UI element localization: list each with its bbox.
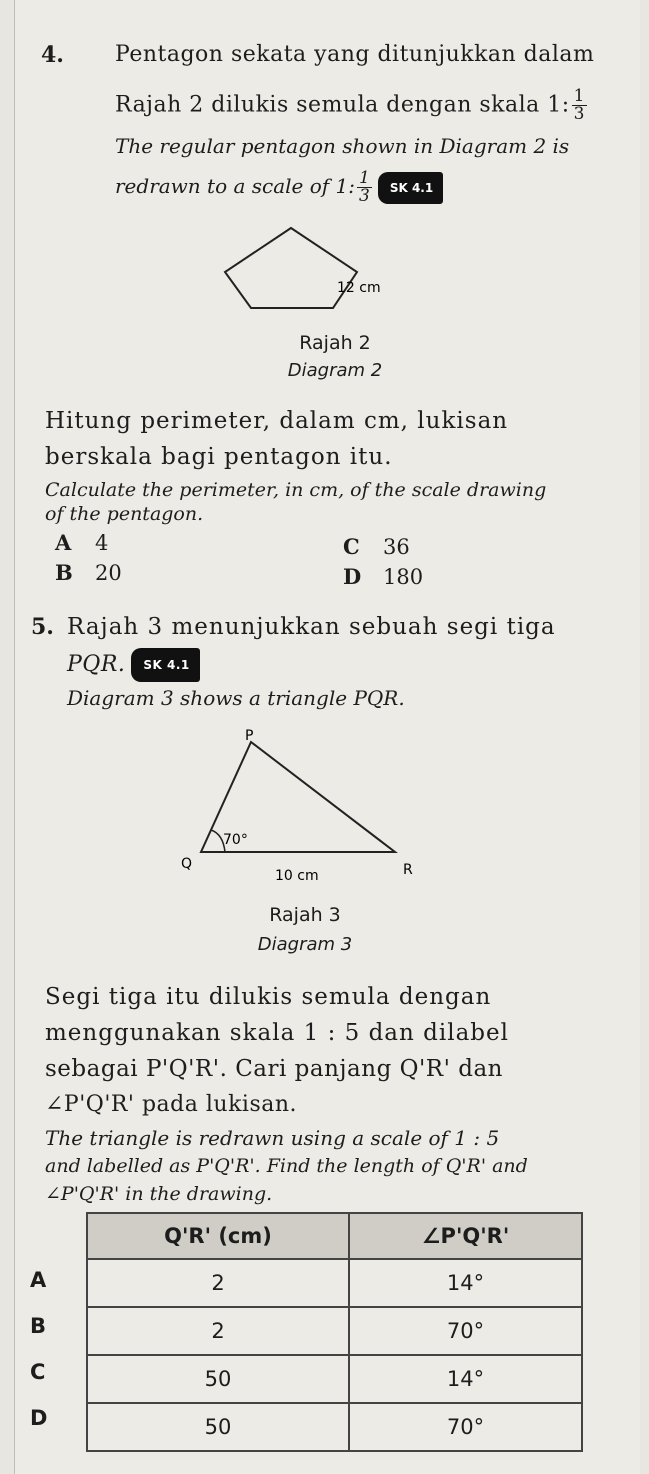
header-qr: Q'R' (cm) xyxy=(87,1213,349,1259)
q4-option-a[interactable]: A 4 xyxy=(55,530,109,555)
q5-caption-ms: Rajah 3 xyxy=(269,904,341,926)
cell-qr: 50 xyxy=(87,1403,349,1451)
vertex-q-label: Q xyxy=(181,856,193,872)
q4-question-en1: Calculate the perimeter, in cm, of the scale drawing xyxy=(45,479,547,501)
q4-ms-line1: Pentagon sekata yang ditunjukkan dalam xyxy=(115,42,595,67)
q4-caption-ms: Rajah 2 xyxy=(299,332,371,354)
angle-label: 70° xyxy=(223,832,248,848)
q4-en-line1: The regular pentagon shown in Diagram 2 is xyxy=(115,134,570,158)
base-length-label: 10 cm xyxy=(275,868,319,884)
q5-ms-line2 xyxy=(67,648,637,682)
q4-scale-fraction: $\frac{1}{3}$ xyxy=(573,86,585,124)
table-row[interactable] xyxy=(87,1403,582,1451)
q5-en-line1: Diagram 3 shows a triangle PQR. xyxy=(67,686,405,710)
table-header-row xyxy=(87,1213,582,1259)
table-row[interactable] xyxy=(87,1307,582,1355)
q4-scale-fraction-en: $\frac{1}{3}$ xyxy=(359,168,370,206)
cell-angle: 14° xyxy=(349,1355,582,1403)
q4-caption-en: Diagram 2 xyxy=(287,360,383,381)
q5-ms-line1: Rajah 3 menunjukkan sebuah segi tiga xyxy=(67,614,556,640)
q5-body-ms4: ∠P'Q'R' pada lukisan. xyxy=(45,1092,298,1117)
q4-option-d[interactable]: D 180 xyxy=(343,564,424,589)
q5-option-b-label[interactable]: B xyxy=(30,1314,47,1338)
q5-sk-badge: SK 4.1 xyxy=(131,648,199,682)
q4-sk-badge: SK 4.1 xyxy=(378,172,443,204)
q4-en-line2-text: redrawn to a scale of 1: xyxy=(115,174,355,198)
q5-option-c-label[interactable]: C xyxy=(30,1360,46,1384)
q5-body-en2: and labelled as P'Q'R'. Find the length of Q'R' and xyxy=(45,1155,528,1177)
q5-body-ms1: Segi tiga itu dilukis semula dengan xyxy=(45,984,492,1010)
q4-question-ms2: berskala bagi pentagon itu. xyxy=(45,444,393,470)
table-row[interactable] xyxy=(87,1259,582,1307)
cell-angle: 14° xyxy=(349,1259,582,1307)
q4-question-ms1: Hitung perimeter, dalam cm, lukisan xyxy=(45,408,509,434)
vertex-r-label: R xyxy=(403,862,413,878)
q5-option-d-label[interactable]: D xyxy=(30,1406,48,1430)
cell-angle: 70° xyxy=(349,1307,582,1355)
q4-option-b[interactable]: B 20 xyxy=(55,560,122,585)
q5-number: 5. xyxy=(31,614,54,640)
q4-question-en2: of the pentagon. xyxy=(45,503,204,525)
q5-body-en3: ∠P'Q'R' in the drawing. xyxy=(45,1183,273,1205)
q5-option-a-label[interactable]: A xyxy=(30,1268,47,1292)
triangle-diagram xyxy=(165,722,425,892)
vertex-p-label: P xyxy=(245,728,254,744)
pentagon-diagram xyxy=(205,222,405,312)
cell-qr: 50 xyxy=(87,1355,349,1403)
q5-ms-line2-text: PQR. xyxy=(67,652,126,677)
q4-number: 4. xyxy=(41,42,64,68)
pentagon-shape xyxy=(225,228,357,308)
cell-angle: 70° xyxy=(349,1403,582,1451)
q4-ms-line2-text: Rajah 2 dilukis semula dengan skala 1: xyxy=(115,92,570,118)
q5-body-ms2: menggunakan skala 1 : 5 dan dilabel xyxy=(45,1020,509,1046)
cell-qr: 2 xyxy=(87,1307,349,1355)
q5-caption-en: Diagram 3 xyxy=(257,934,353,955)
q5-body-en1: The triangle is redrawn using a scale of 1 : 5 xyxy=(45,1126,500,1150)
q4-option-c[interactable]: C 36 xyxy=(343,534,410,559)
pentagon-side-label: 12 cm xyxy=(337,280,381,296)
q4-en-line2 xyxy=(115,170,635,205)
q5-body-ms3: sebagai P'Q'R'. Cari panjang Q'R' dan xyxy=(45,1056,503,1082)
cell-qr: 2 xyxy=(87,1259,349,1307)
table-row[interactable] xyxy=(87,1355,582,1403)
header-angle: ∠P'Q'R' xyxy=(349,1213,582,1259)
q4-ms-line2 xyxy=(115,88,635,123)
q5-answer-table xyxy=(86,1212,583,1452)
